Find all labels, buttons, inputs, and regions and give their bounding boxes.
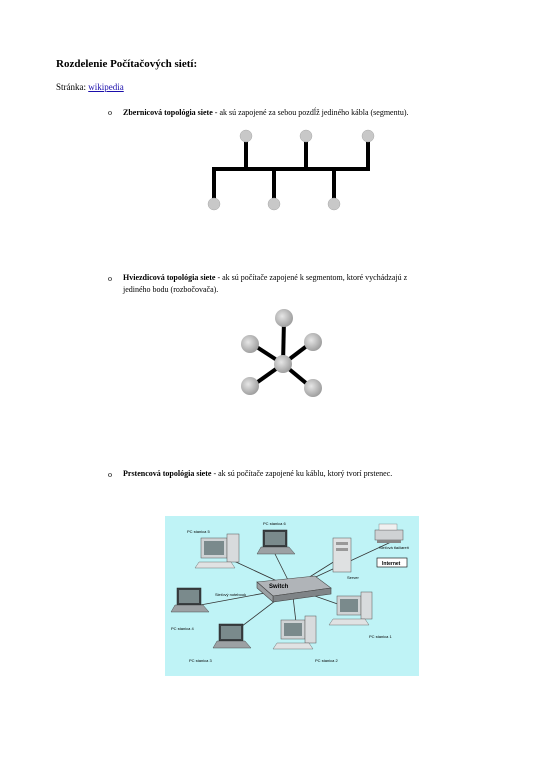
source-line xyxy=(56,82,124,92)
switch-label: Switch xyxy=(269,584,289,590)
list-item-ring xyxy=(123,468,392,480)
item-term: Zbernicová topológia siete xyxy=(123,108,213,117)
wikipedia-link[interactable]: wikipedia xyxy=(88,82,124,92)
item-term: Hviezdicová topológia siete xyxy=(123,273,216,282)
item-desc-cont: jediného bodu (rozbočovača). xyxy=(123,285,219,294)
pc-label: PC stanica 4 xyxy=(171,626,194,631)
list-item-bus xyxy=(123,107,408,119)
list-item-star xyxy=(123,272,407,296)
notebook-label: Sieťový notebook xyxy=(215,592,247,597)
bus-topology-diagram xyxy=(200,124,380,216)
item-desc: - ak sú počítače zapojené k segmentom, ktoré vychádzajú z xyxy=(215,273,408,282)
item-desc: - ak sú zapojené za sebou pozdĺž jediného kábla (segmentu). xyxy=(212,108,409,117)
printer-label: Sieťová tlačiareň xyxy=(379,545,409,550)
bullet-marker: o xyxy=(108,470,112,479)
server-icon xyxy=(333,538,351,572)
pc-label: PC stanica 1 xyxy=(369,634,392,639)
pc-label: PC stanica 2 xyxy=(315,658,338,663)
internet-label: Internet xyxy=(382,561,401,567)
network-diagram xyxy=(165,516,419,676)
bullet-marker: o xyxy=(108,108,112,117)
bullet-marker: o xyxy=(108,274,112,283)
source-label: Stránka: xyxy=(56,82,86,92)
star-topology-diagram xyxy=(232,302,332,402)
item-term: Prstencová topológia siete xyxy=(123,469,212,478)
server-label: Server xyxy=(347,575,359,580)
pc-label: PC stanica 5 xyxy=(187,529,210,534)
item-desc: - ak sú počítače zapojené ku káblu, ktorý tvorí prstenec. xyxy=(211,469,393,478)
page-title: Rozdelenie Počítačových sietí: xyxy=(56,58,198,70)
pc-label: PC stanica 6 xyxy=(263,521,286,526)
pc-label: PC stanica 3 xyxy=(189,658,212,663)
